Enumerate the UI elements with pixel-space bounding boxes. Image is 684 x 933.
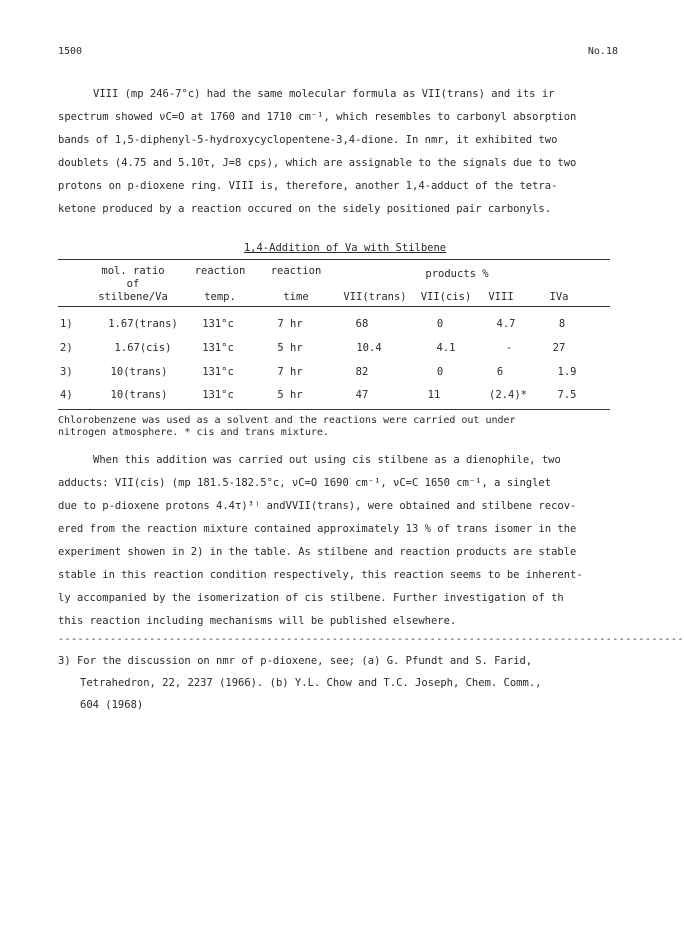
table-title: 1,4-Addition of Va with Stilbene: [243, 242, 447, 254]
page-number: 1500: [58, 46, 83, 57]
note-line: nitrogen atmosphere. * cis and trans mixture.: [58, 427, 329, 438]
note-line: Chlorobenzene was used as a solvent and the reactions were carried out under: [58, 415, 516, 426]
cell-vii-trans: 47: [355, 389, 369, 401]
header-temp-2: temp.: [204, 291, 236, 303]
cell-time: 5 hr: [277, 342, 303, 354]
footnote-separator: ------------------------------------------------------------------------------------------------: [58, 634, 684, 645]
footnote: [58, 650, 618, 716]
cell-temp: 131°c: [202, 318, 234, 330]
footnote-line: 604 (1968): [80, 699, 144, 711]
cell-temp: 131°c: [202, 342, 234, 354]
header-mol-ratio-3: stilbene/Va: [98, 291, 168, 303]
cell-ratio: 10(trans): [110, 366, 168, 378]
cell-time: 7 hr: [277, 318, 303, 330]
cell-vii-cis: 11: [427, 389, 441, 401]
text-line: spectrum showed νC=O at 1760 and 1710 cm⁻¹, which resembles to carbonyl absorption: [58, 111, 577, 123]
footnote-line: Tetrahedron, 22, 2237 (1966). (b) Y.L. Chow and T.C. Joseph, Chem. Comm.,: [80, 677, 542, 689]
header-time-1: reaction: [270, 265, 322, 277]
text-line: ly accompanied by the isomerization of cis stilbene. Further investigation of th: [58, 592, 564, 604]
text-line: When this addition was carried out using cis stilbene as a dienophile, two: [93, 454, 561, 466]
row-number: 3): [60, 366, 73, 378]
row-number: 4): [60, 389, 73, 401]
header-viii: VIII: [488, 291, 514, 303]
row-number: 2): [60, 342, 73, 354]
cell-vii-cis: 0: [436, 318, 444, 330]
text-line: adducts: VII(cis) (mp 181.5-182.5°c, νC=O 1690 cm⁻¹, νC=C 1650 cm⁻¹, a singlet: [58, 477, 552, 489]
text-line: experiment showen in 2) in the table. As stilbene and reaction products are stable: [58, 546, 577, 558]
cell-ratio: 10(trans): [110, 389, 168, 401]
paragraph-cis-stilbene: [58, 449, 618, 633]
cell-viii: -: [505, 342, 513, 354]
cell-iva: 1.9: [557, 366, 577, 378]
header-vii-trans: VII(trans): [343, 291, 407, 303]
cell-time: 7 hr: [277, 366, 303, 378]
header-mol-ratio-1: mol. ratio: [101, 265, 165, 277]
cell-ratio: 1.67(trans): [108, 318, 178, 330]
cell-vii-cis: 0: [436, 366, 444, 378]
cell-iva: 8: [558, 318, 566, 330]
text-line: protons on p-dioxene ring. VIII is, therefore, another 1,4-adduct of the tetra-: [58, 180, 558, 192]
header-time-2: time: [283, 291, 309, 303]
header-temp-1: reaction: [194, 265, 246, 277]
results-table: [0, 0, 680, 440]
row-number: 1): [60, 318, 73, 330]
header-iva: IVa: [549, 291, 569, 303]
text-line: VIII (mp 246-7°c) had the same molecular formula as VII(trans) and its ir: [93, 88, 555, 100]
cell-vii-cis: 4.1: [436, 342, 456, 354]
text-line: ketone produced by a reaction occured on the sidely positioned pair carbonyls.: [58, 203, 552, 215]
cell-temp: 131°c: [202, 389, 234, 401]
header-vii-cis: VII(cis): [420, 291, 472, 303]
text-line: ered from the reaction mixture contained approximately 13 % of trans isomer in the: [58, 523, 577, 535]
text-line: bands of 1,5-diphenyl-5-hydroxycyclopentene-3,4-dione. In nmr, it exhibited two: [58, 134, 558, 146]
table-bottom-rule: [58, 409, 610, 410]
text-line: stable in this reaction condition respectively, this reaction seems to be inherent-: [58, 569, 583, 581]
text-line: due to p-dioxene protons 4.4τ)³⁾ andVVII(trans), were obtained and stilbene recov-: [58, 500, 577, 512]
cell-vii-trans: 82: [355, 366, 369, 378]
cell-time: 5 hr: [277, 389, 303, 401]
text-line: this reaction including mechanisms will be published elsewhere.: [58, 615, 457, 627]
footnote-line: 3) For the discussion on nmr of p-dioxene, see; (a) G. Pfundt and S. Farid,: [58, 655, 533, 667]
cell-iva: 27: [552, 342, 566, 354]
cell-vii-trans: 10.4: [356, 342, 382, 354]
journal-issue: No.18: [587, 46, 618, 57]
table-note: [58, 415, 618, 439]
cell-viii: 4.7: [496, 318, 516, 330]
cell-ratio: 1.67(cis): [114, 342, 172, 354]
text-line: doublets (4.75 and 5.10τ, J=8 cps), which are assignable to the signals due to two: [58, 157, 577, 169]
header-products: products %: [425, 268, 489, 280]
cell-viii: 6: [496, 366, 504, 378]
header-mol-ratio-2: of: [126, 278, 140, 290]
table-header-rule: [58, 306, 610, 307]
cell-iva: 7.5: [557, 389, 577, 401]
cell-temp: 131°c: [202, 366, 234, 378]
cell-viii: (2.4)*: [489, 389, 527, 401]
cell-vii-trans: 68: [355, 318, 369, 330]
